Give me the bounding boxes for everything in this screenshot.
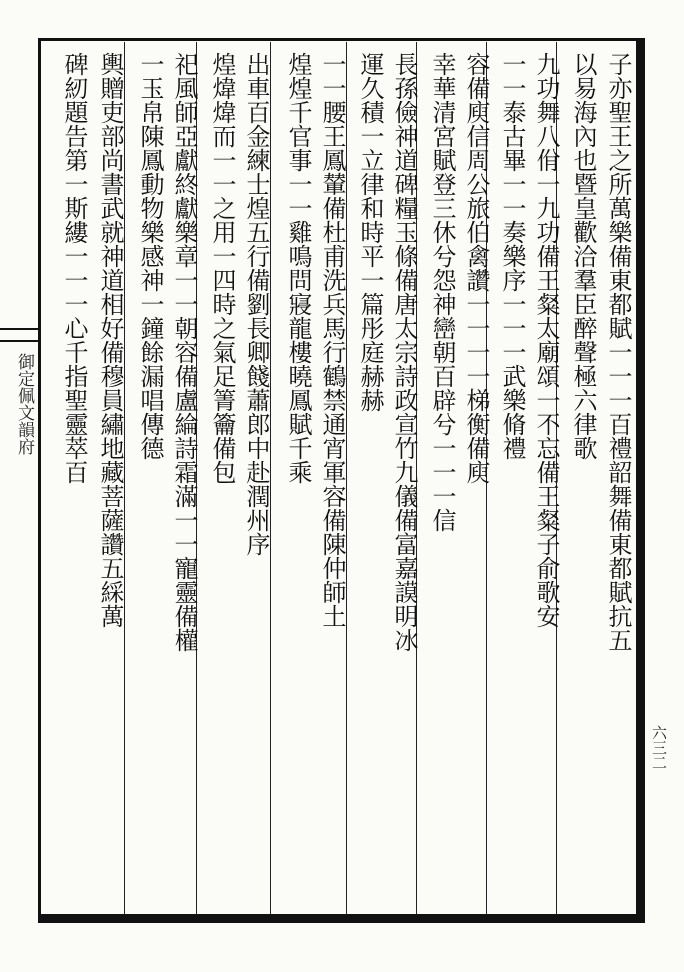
column-rule (124, 42, 125, 914)
column-rule (346, 42, 347, 914)
text-column-6: 幸華清宮賦登三休兮怨神巒朝百辟兮一一一信 (428, 52, 456, 532)
text-column-1: 子亦聖王之所萬樂備東都賦一一一百禮韶舞備東都賦抗五 (604, 52, 632, 652)
text-column-15: 輿贈吏部尚書武就神道相好備穆員繡地藏菩薩讚五綵萬 (96, 52, 124, 628)
text-column-3: 九功舞八佾一九功備王粲太廟頌一不忘備王粲子俞歌安 (532, 52, 560, 628)
text-column-8: 運久積一立律和時平一篇彤庭赫赫 (356, 52, 384, 412)
page-number: 六三二 (650, 725, 668, 770)
frame-border-right (636, 38, 645, 922)
book-title: 御定佩文韻府 (14, 353, 34, 455)
text-column-4: 一一泰古畢一一奏樂序一一一武樂脩禮 (498, 52, 526, 460)
text-column-12: 煌煒煒而一一之用一四時之氣足箐籥備包 (208, 52, 236, 484)
text-column-16: 碑紉題告第一斯縷一一一心千指聖靈萃百 (60, 52, 88, 484)
text-column-2: 以易海內也暨皇歡洽羣臣醉聲極六律歌 (569, 52, 597, 460)
text-column-7: 長孫儉神道碑糧玉條備唐太宗詩政宣竹九儀備富嘉謨明冰 (390, 52, 418, 652)
text-column-9: 一一腰王鳳輦備杜甫洗兵馬行鶴禁通宵軍容備陳仲師土 (318, 52, 346, 628)
text-column-11: 出車百金練士煌五行備劉長卿餞蕭郎中赴潤州序 (242, 52, 270, 556)
text-column-14: 一玉帛陳鳳動物樂感神一鐘餘漏唱傳德 (136, 52, 164, 460)
frame-border-bottom (38, 914, 645, 923)
fish-tail-mark (0, 328, 38, 342)
text-column-10: 煌煌千官事一一雞鳴問寢龍樓曉鳳賦千乘 (284, 52, 312, 484)
text-column-13: 祀風師亞獻終獻樂章一一朝容備盧綸詩霜滿一一寵靈備權 (170, 52, 198, 652)
text-column-5: 容備庾信周公旅伯禽讚一一一一梯衡備庾 (462, 52, 490, 484)
left-margin (0, 38, 38, 922)
column-rule (270, 42, 271, 914)
